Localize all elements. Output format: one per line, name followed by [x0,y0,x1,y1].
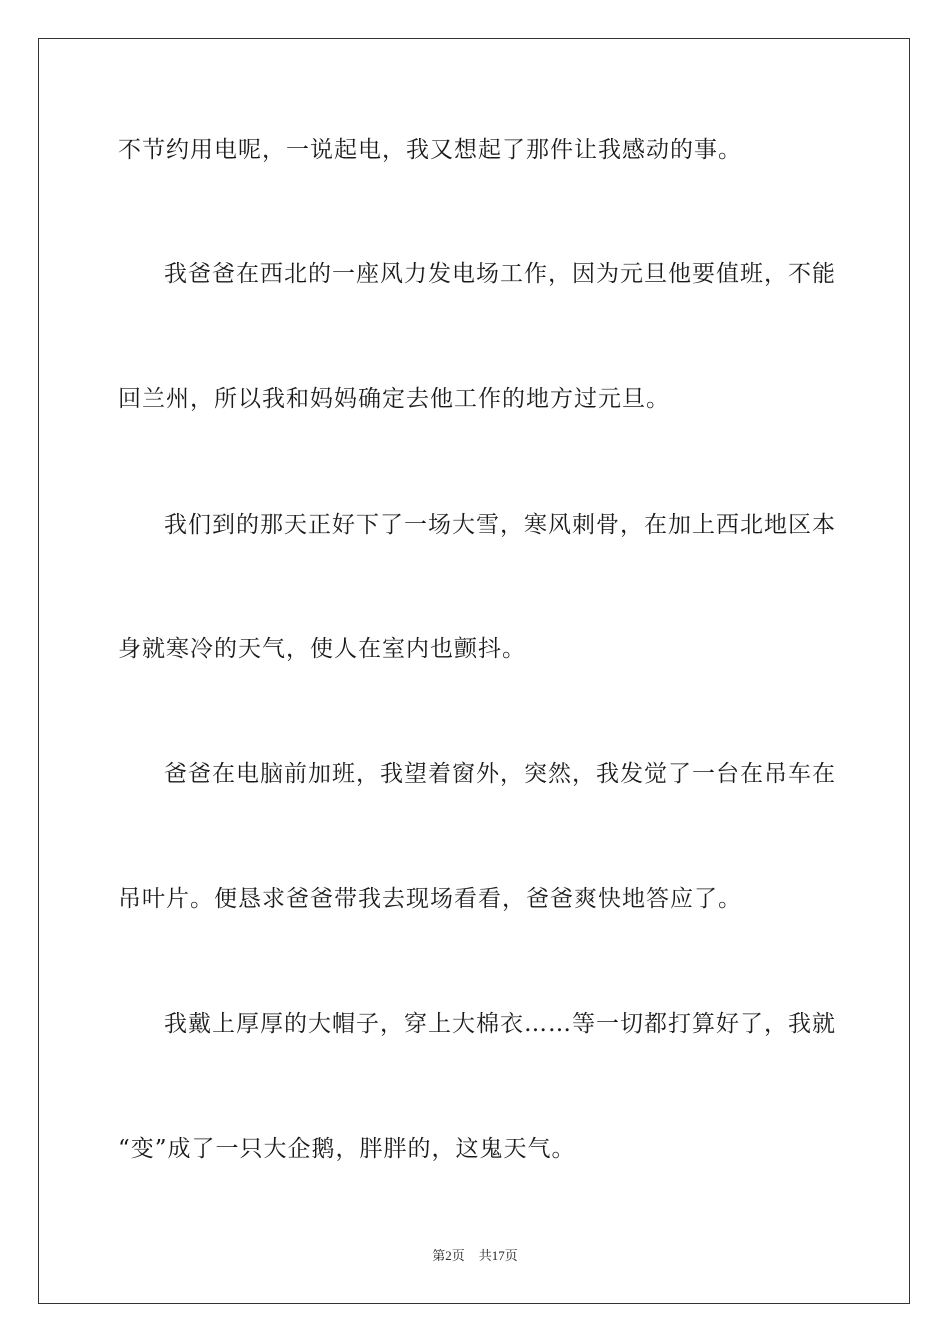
paragraph-first-line: 我戴上厚厚的大帽子，穿上大棉衣……等一切都打算好了，我就 [164,1011,836,1037]
page-total: 共17页 [478,1248,518,1263]
paragraph-first-line: 爸爸在电脑前加班，我望着窗外，突然，我发觉了一台在吊车在 [164,761,836,787]
text-line: 回兰州，所以我和妈妈确定去他工作的地方过元旦。 [118,386,670,412]
paragraph-first-line: 我们到的那天正好下了一场大雪，寒风刺骨，在加上西北地区本 [164,512,836,538]
page-footer [0,1247,950,1265]
paragraph-first-line: 我爸爸在西北的一座风力发电场工作，因为元旦他要值班，不能 [164,261,836,287]
text-line: 身就寒冷的天气，使人在室内也颤抖。 [118,636,526,662]
page-number: 第2页 [432,1248,465,1263]
text-line: “变”成了一只大企鹅，胖胖的，这鬼天气。 [118,1136,576,1162]
text-line: 不节约用电呢，一说起电，我又想起了那件让我感动的事。 [118,137,742,163]
page-border [38,38,910,1304]
text-line: 吊叶片。便恳求爸爸带我去现场看看，爸爸爽快地答应了。 [118,886,742,912]
